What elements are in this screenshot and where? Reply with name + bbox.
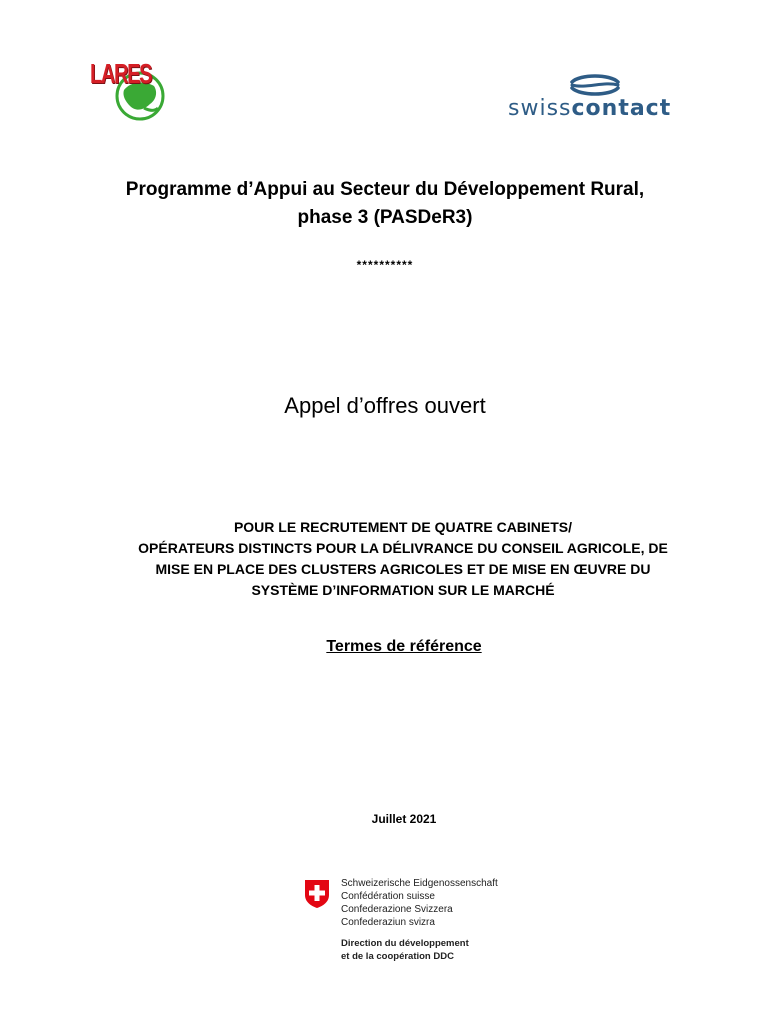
tender-object-line: OPÉRATEURS DISTINCTS POUR LA DÉLIVRANCE DU CONSEIL AGRICOLE, DE <box>138 540 668 556</box>
swisscontact-logo <box>508 74 688 124</box>
agency-line: et de la coopération DDC <box>341 951 454 962</box>
tender-object-line: POUR LE RECRUTEMENT DE QUATRE CABINETS/ <box>233 519 573 535</box>
tender-object <box>100 517 706 601</box>
program-title <box>0 176 770 232</box>
document-subtitle: Termes de référence <box>326 638 482 655</box>
document-heading: Appel d’offres ouvert <box>284 393 486 418</box>
tender-object-line: SYSTÈME D’INFORMATION SUR LE MARCHÉ <box>251 582 555 598</box>
lares-wordmark: LARES <box>90 58 152 89</box>
swisscontact-mark-icon <box>566 74 624 96</box>
swiss-shield-icon <box>304 879 330 909</box>
ddc-agency-name <box>341 937 469 963</box>
agency-line: Direction du développement <box>341 938 469 949</box>
separator: ********** <box>356 258 414 272</box>
confederation-name: Schweizerische Eidgenossenschaft <box>341 878 498 889</box>
confederation-name: Confédération suisse <box>341 891 435 902</box>
swisscontact-wordmark: swisscontact <box>508 96 672 121</box>
confederation-names <box>341 877 498 929</box>
lares-logo <box>86 56 166 120</box>
swiss-confederation-logo <box>304 877 524 967</box>
tender-object-line: MISE EN PLACE DES CLUSTERS AGRICOLES ET DE MISE EN ŒUVRE DU <box>155 561 651 577</box>
confederation-name: Confederaziun svizra <box>341 917 435 928</box>
document-date: Juillet 2021 <box>371 812 437 826</box>
confederation-name: Confederazione Svizzera <box>341 904 453 915</box>
program-title-line2: phase 3 (PASDeR3) <box>297 207 473 228</box>
program-title-line1: Programme d’Appui au Secteur du Développement Rural, <box>125 179 645 200</box>
